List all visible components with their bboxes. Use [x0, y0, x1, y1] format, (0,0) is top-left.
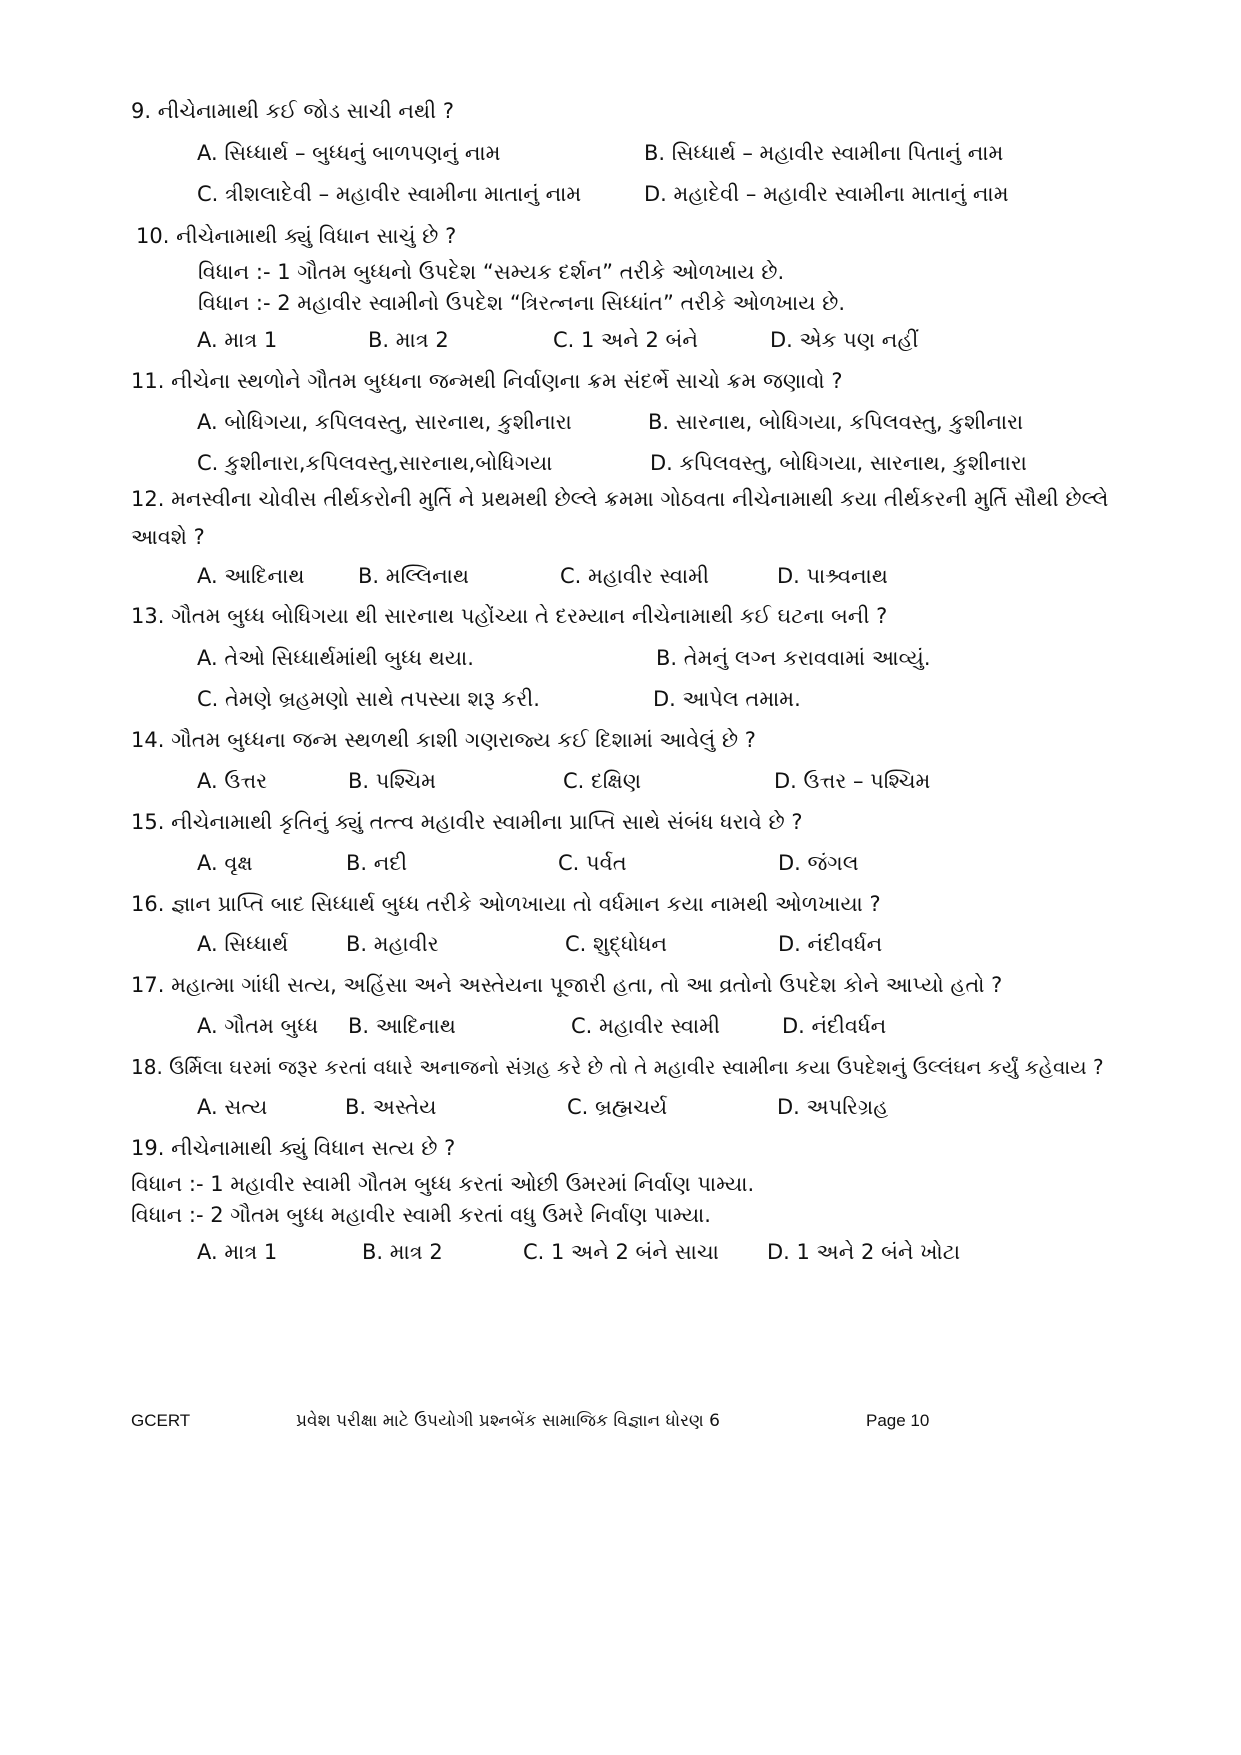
- q16-option-c: C. શુદ્ધોધન: [565, 932, 668, 956]
- q14-question: 14. ગૌતમ બુધ્ધના જન્મ સ્થળથી કાશી ગણરાજ્ય કઈ દિશામાં આવેલું છે ?: [131, 728, 756, 752]
- q15-option-d: D. જંગલ: [778, 851, 859, 875]
- q15-question: 15. નીચેનામાથી કૃતિનું ક્યું તત્ત્વ મહાવીર સ્વામીના પ્રાપ્તિ સાથે સંબંધ ધરાવે છે ?: [131, 810, 803, 834]
- q19-question: 19. નીચેનામાથી ક્યું વિધાન સત્ય છે ?: [131, 1136, 456, 1160]
- q19-option-a: A. માત્ર 1: [197, 1240, 278, 1264]
- q11-option-a: A. બોધિગયા, કપિલવસ્તુ, સારનાથ, કુશીનારા: [197, 410, 572, 434]
- q17-option-a: A. ગૌતમ બુધ્ધ: [197, 1014, 319, 1038]
- q18-option-a: A. સત્ય: [197, 1095, 268, 1119]
- q19-option-c: C. 1 અને 2 બંને સાચા: [523, 1240, 719, 1264]
- q15-option-c: C. પર્વત: [558, 851, 627, 875]
- q14-option-c: C. દક્ષિણ: [563, 769, 642, 793]
- q19-statement-1: વિધાન :- 1 મહાવીર સ્વામી ગૌતમ બુધ્ધ કરતાં ઓછી ઉમરમાં નિર્વાણ પામ્યા.: [131, 1172, 755, 1196]
- q9-option-a: A. સિધ્ધાર્થ – બુધ્ધનું બાળપણનું નામ: [197, 141, 501, 165]
- q10-option-d: D. એક પણ નહીં: [770, 328, 919, 352]
- q16-option-a: A. સિધ્ધાર્થ: [197, 932, 289, 956]
- q9-option-b: B. સિધ્ધાર્થ – મહાવીર સ્વામીના પિતાનું નામ: [644, 141, 1004, 165]
- q10-option-b: B. માત્ર 2: [368, 328, 449, 352]
- q10-statement-2: વિધાન :- 2 મહાવીર સ્વામીનો ઉપદેશ “ત્રિરત્નના સિધ્ધાંત” તરીકે ઓળખાય છે.: [198, 291, 846, 315]
- q17-option-b: B. આદિનાથ: [348, 1014, 456, 1038]
- q18-question: 18. ઉર્મિલા ઘરમાં જરૂર કરતાં વધારે અનાજનો સંગ્રહ કરે છે તો તે મહાવીર સ્વામીના કયા ઉપદેશનું ઉલ્લંઘન કર્યું કહેવાય ?: [131, 1055, 1104, 1079]
- q14-option-d: D. ઉત્તર – પશ્ચિમ: [774, 769, 931, 793]
- q13-option-b: B. તેમનું લગ્ન કરાવવામાં આવ્યું.: [656, 646, 931, 670]
- q11-option-c: C. કુશીનારા,કપિલવસ્તુ,સારનાથ,બોધિગયા: [197, 451, 553, 475]
- q9-question: 9. નીચેનામાથી કઈ જોડ સાચી નથી ?: [131, 99, 454, 123]
- q13-option-d: D. આપેલ તમામ.: [653, 687, 801, 711]
- q15-option-b: B. નદી: [346, 851, 408, 875]
- q14-option-b: B. પશ્ચિમ: [348, 769, 436, 793]
- q14-option-a: A. ઉત્તર: [197, 769, 268, 793]
- q16-option-d: D. નંદીવર્ધન: [778, 932, 883, 956]
- q9-option-c: C. ત્રીશલાદેવી – મહાવીર સ્વામીના માતાનું નામ: [197, 182, 582, 206]
- footer-left: GCERT: [131, 1411, 191, 1430]
- q12-option-c: C. મહાવીર સ્વામી: [560, 564, 709, 588]
- q11-option-b: B. સારનાથ, બોધિગયા, કપિલવસ્તુ, કુશીનારા: [648, 410, 1024, 434]
- q12-option-b: B. મલ્લિનાથ: [358, 564, 470, 588]
- q18-option-b: B. અસ્તેય: [345, 1095, 437, 1119]
- q11-question: 11. નીચેના સ્થળોને ગૌતમ બુધ્ધના જન્મથી નિર્વાણના ક્રમ સંદર્ભે સાચો ક્રમ જણાવો ?: [131, 369, 843, 393]
- q13-option-c: C. તેમણે બ્રહમણો સાથે તપસ્યા શરૂ કરી.: [197, 687, 540, 711]
- q19-statement-2: વિધાન :- 2 ગૌતમ બુધ્ધ મહાવીર સ્વામી કરતાં વધુ ઉમરે નિર્વાણ પામ્યા.: [131, 1203, 711, 1227]
- footer-page-number: Page 10: [866, 1411, 930, 1430]
- q18-option-c: C. બ્રહ્મચર્ય: [567, 1095, 668, 1119]
- q13-option-a: A. તેઓ સિધ્ધાર્થમાંથી બુધ્ધ થયા.: [197, 646, 474, 670]
- q18-option-d: D. અપરિગ્રહ: [777, 1095, 889, 1119]
- q10-statement-1: વિધાન :- 1 ગૌતમ બુધ્ધનો ઉપદેશ “સમ્યક દર્શન” તરીકે ઓળખાય છે.: [198, 260, 785, 284]
- q19-option-b: B. માત્ર 2: [362, 1240, 443, 1264]
- q10-question: 10. નીચેનામાથી ક્યું વિધાન સાચું છે ?: [136, 224, 457, 248]
- q9-option-d: D. મહાદેવી – મહાવીર સ્વામીના માતાનું નામ: [644, 182, 1009, 206]
- q16-option-b: B. મહાવીર: [346, 932, 439, 956]
- q13-question: 13. ગૌતમ બુધ્ધ બોધિગયા થી સારનાથ પહોંચ્યા તે દરમ્યાન નીચેનામાથી કઈ ઘટના બની ?: [131, 604, 888, 628]
- q16-question: 16. જ્ઞાન પ્રાપ્તિ બાદ સિધ્ધાર્થ બુધ્ધ તરીકે ઓળખાયા તો વર્ધમાન કયા નામથી ઓળખાયા ?: [131, 892, 881, 916]
- q12-option-a: A. આદિનાથ: [197, 564, 305, 588]
- q17-option-d: D. નંદીવર્ધન: [782, 1014, 887, 1038]
- q17-question: 17. મહાત્મા ગાંધી સત્ય, અહિંસા અને અસ્તેયના પૂજારી હતા, તો આ વ્રતોનો ઉપદેશ કોને આપ્યો હતો ?: [131, 973, 1003, 997]
- q12-question-line2: આવશે ?: [131, 525, 205, 549]
- q19-option-d: D. 1 અને 2 બંને ખોટા: [767, 1240, 961, 1264]
- q12-question-line1: 12. મનસ્વીના ચોવીસ તીર્થકરોની મુર્તિ ને પ્રથમથી છેલ્લે ક્રમમા ગોઠવતા નીચેનામાથી કયા તીર્થકરની મુર્તિ સૌથી છેલ્લે: [131, 487, 1109, 511]
- q11-option-d: D. કપિલવસ્તુ, બોધિગયા, સારનાથ, કુશીનારા: [650, 451, 1027, 475]
- q10-option-a: A. માત્ર 1: [197, 328, 278, 352]
- q17-option-c: C. મહાવીર સ્વામી: [571, 1014, 720, 1038]
- q10-option-c: C. 1 અને 2 બંને: [553, 328, 699, 352]
- q15-option-a: A. વૃક્ષ: [197, 851, 253, 875]
- footer-center: પ્રવેશ પરીક્ષા માટે ઉપયોગી પ્રશ્નબેંક સામાજિક વિજ્ઞાન ધોરણ 6: [296, 1411, 720, 1431]
- q12-option-d: D. પાશ્ર્વનાથ: [777, 564, 888, 588]
